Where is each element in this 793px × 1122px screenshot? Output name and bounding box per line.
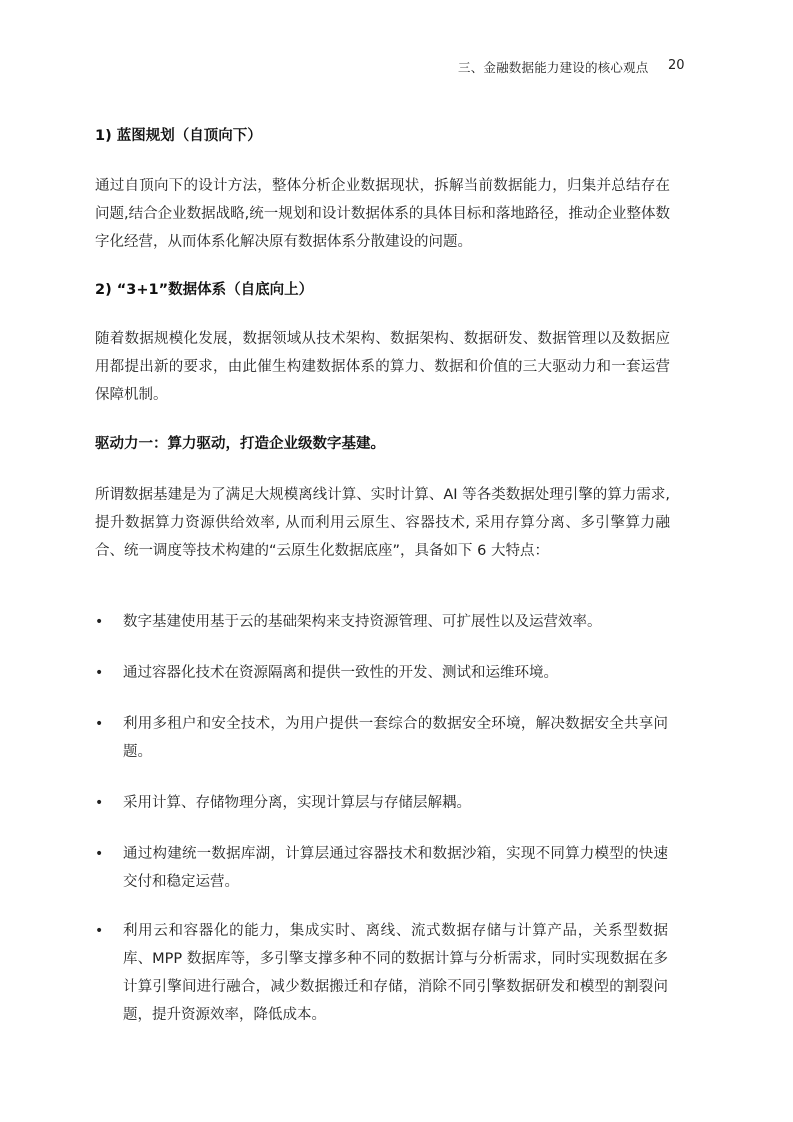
heading-blueprint-planning: 1) 蓝图规划（自顶向下） <box>95 128 262 144</box>
paragraph-driver-one: 所谓数据基建是为了满足大规模离线计算、实时计算、AI 等各类数据处理引擎的算力需求, 提升数据算力资源供给效率, 从而利用云原生、容器技术, 采用存算分离、多引擎算力融合、统一调度等技术构建的“云原生化数据底座”，具备如下 6 大特点： <box>95 487 670 559</box>
bullet-icon: • <box>95 614 104 630</box>
list-item-text: 利用云和容器化的能力，集成实时、离线、流式数据存储与计算产品，关系型数据库、MPP 数据库等，多引擎支撑多种不同的数据计算与分析需求，同时实现数据在多计算引擎间进行融合，减少数据搬迁和存储，消除不同引擎数据研发和模型的割裂问题，提升资源效率，降低成本。 <box>123 923 668 1023</box>
page-number: 20 <box>668 58 685 73</box>
bullet-icon: • <box>95 923 104 939</box>
list-item-text: 利用多租户和安全技术，为用户提供一套综合的数据安全环境，解决数据安全共享问题。 <box>123 716 668 760</box>
bullet-icon: • <box>95 716 104 732</box>
bullet-icon: • <box>95 795 104 811</box>
paragraph-3plus1-data-system: 随着数据规模化发展，数据领域从技术架构、数据架构、数据研发、数据管理以及数据应用都提出新的要求，由此催生构建数据体系的算力、数据和价值的三大驱动力和一套运营保障机制。 <box>95 331 670 403</box>
running-header-title: 三、金融数据能力建设的核心观点 <box>458 60 649 75</box>
bullet-icon: • <box>95 665 104 681</box>
heading-driver-one: 驱动力一：算力驱动，打造企业级数字基建。 <box>95 436 385 452</box>
list-item-text: 通过容器化技术在资源隔离和提供一致性的开发、测试和运维环境。 <box>123 665 558 681</box>
heading-3plus1-data-system: 2) “3+1”数据体系（自底向上） <box>95 282 314 298</box>
bullet-icon: • <box>95 846 104 862</box>
list-item-text: 采用计算、存储物理分离，实现计算层与存储层解耦。 <box>123 795 471 811</box>
paragraph-blueprint-planning: 通过自顶向下的设计方法，整体分析企业数据现状，拆解当前数据能力，归集并总结存在问题,结合企业数据战略,统一规划和设计数据体系的具体目标和落地路径，推动企业整体数字化经营，从而体系化解决原有数据体系分散建设的问题。 <box>95 178 670 250</box>
list-item-text: 数字基建使用基于云的基础架构来支持资源管理、可扩展性以及运营效率。 <box>123 614 602 630</box>
list-item-text: 通过构建统一数据库湖，计算层通过容器技术和数据沙箱，实现不同算力模型的快速交付和稳定运营。 <box>123 846 668 890</box>
page-header <box>0 58 793 80</box>
